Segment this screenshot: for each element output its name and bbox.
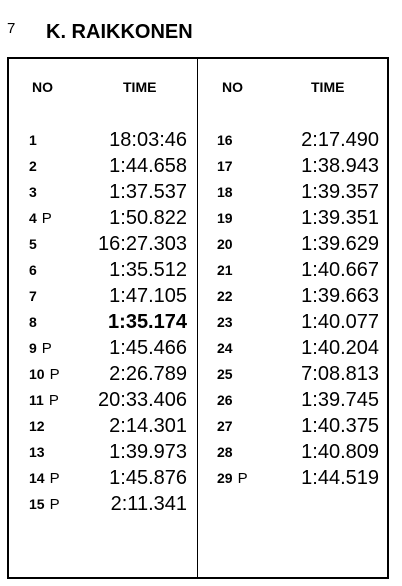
lap-number-cell (29, 158, 37, 174)
lap-time: 2:26.789 (109, 363, 187, 385)
lap-row (198, 363, 387, 389)
lap-time: 1:39.973 (109, 441, 187, 463)
lap-time: 1:39.629 (301, 233, 379, 255)
lap-time: 1:39.745 (301, 389, 379, 411)
header-time: TIME (311, 79, 345, 95)
lap-number: 16 (217, 132, 233, 148)
pit-stop-marker: P (49, 470, 60, 487)
lap-number-cell (217, 366, 233, 382)
lap-number: 7 (29, 288, 37, 304)
lap-number-cell (29, 236, 37, 252)
lap-time: 1:44.658 (109, 155, 187, 177)
lap-number: 15 (29, 496, 45, 512)
lap-number-cell (217, 236, 233, 252)
lap-number: 18 (217, 184, 233, 200)
lap-number-cell (29, 496, 60, 513)
lap-number: 19 (217, 210, 233, 226)
lap-number-cell (29, 184, 37, 200)
lap-number-cell (217, 184, 233, 200)
lap-number-cell (29, 340, 52, 357)
lap-number: 22 (217, 288, 233, 304)
lap-number: 28 (217, 444, 233, 460)
lap-number: 8 (29, 314, 37, 330)
lap-row (9, 259, 197, 285)
pit-stop-marker: P (49, 366, 60, 383)
lap-time: 1:39.351 (301, 207, 379, 229)
lap-time: 1:35.512 (109, 259, 187, 281)
lap-number-cell (29, 132, 37, 148)
lap-number: 11 (29, 392, 44, 408)
lap-row (9, 415, 197, 441)
lap-row (198, 181, 387, 207)
lap-time-best: 1:35.174 (108, 311, 187, 333)
lap-column-left (9, 59, 197, 577)
lap-row (9, 389, 197, 415)
lap-time: 20:33.406 (98, 389, 187, 411)
lap-time: 1:45.466 (109, 337, 187, 359)
lap-number-cell (217, 392, 233, 408)
header-no: NO (32, 79, 53, 95)
lap-number: 1 (29, 132, 37, 148)
lap-number: 4 (29, 210, 37, 226)
lap-number-cell (29, 470, 60, 487)
lap-rows (9, 129, 197, 519)
lap-number: 23 (217, 314, 233, 330)
lap-number: 29 (217, 470, 233, 486)
lap-time: 7:08.813 (301, 363, 379, 385)
lap-row (198, 337, 387, 363)
lap-time: 1:40.667 (301, 259, 379, 281)
lap-number-cell (217, 262, 233, 278)
lap-row (9, 129, 197, 155)
lap-row (198, 311, 387, 337)
car-number: 7 (7, 20, 16, 37)
lap-number-cell (217, 418, 233, 434)
lap-number: 27 (217, 418, 233, 434)
lap-time: 18:03:46 (109, 129, 187, 151)
lap-time: 1:47.105 (109, 285, 187, 307)
pit-stop-marker: P (48, 392, 59, 409)
lap-number: 17 (217, 158, 233, 174)
lap-number-cell (29, 392, 59, 409)
lap-number: 12 (29, 418, 45, 434)
lap-number: 25 (217, 366, 233, 382)
lap-row (9, 155, 197, 181)
lap-number: 24 (217, 340, 233, 356)
lap-row (198, 389, 387, 415)
lap-number: 9 (29, 340, 37, 356)
lap-number: 13 (29, 444, 45, 460)
header-no: NO (222, 79, 243, 95)
lap-time: 1:45.876 (109, 467, 187, 489)
lap-times-table (7, 57, 389, 579)
lap-number-cell (29, 366, 60, 383)
lap-number-cell (29, 444, 45, 460)
lap-number: 14 (29, 470, 45, 486)
lap-number-cell (217, 470, 248, 487)
lap-number: 2 (29, 158, 37, 174)
lap-number-cell (217, 340, 233, 356)
lap-row (198, 207, 387, 233)
lap-time: 1:38.943 (301, 155, 379, 177)
lap-row (9, 207, 197, 233)
lap-number-cell (217, 314, 233, 330)
lap-number-cell (217, 210, 233, 226)
lap-number-cell (217, 158, 233, 174)
lap-number: 6 (29, 262, 37, 278)
lap-number-cell (217, 288, 233, 304)
lap-row (9, 233, 197, 259)
lap-row (9, 337, 197, 363)
pit-stop-marker: P (49, 496, 60, 513)
lap-number: 3 (29, 184, 37, 200)
lap-row (9, 363, 197, 389)
lap-time: 1:50.822 (109, 207, 187, 229)
lap-number-cell (29, 210, 52, 227)
lap-row (198, 155, 387, 181)
lap-number: 21 (217, 262, 233, 278)
lap-row (198, 129, 387, 155)
lap-row (198, 259, 387, 285)
lap-row (198, 233, 387, 259)
lap-time: 2:11.341 (110, 493, 187, 515)
lap-row (9, 285, 197, 311)
lap-number-cell (217, 444, 233, 460)
lap-time: 1:39.663 (301, 285, 379, 307)
lap-time: 2:14.301 (109, 415, 187, 437)
lap-row (9, 181, 197, 207)
lap-time: 1:39.357 (301, 181, 379, 203)
lap-row (9, 467, 197, 493)
pit-stop-marker: P (41, 340, 52, 357)
lap-time: 1:44.519 (301, 467, 379, 489)
lap-number: 10 (29, 366, 45, 382)
lap-row (198, 441, 387, 467)
lap-time: 1:40.375 (301, 415, 379, 437)
lap-number-cell (29, 314, 37, 330)
lap-number-cell (29, 418, 45, 434)
lap-number: 20 (217, 236, 233, 252)
lap-number-cell (29, 288, 37, 304)
lap-row (9, 441, 197, 467)
lap-row (9, 311, 197, 337)
driver-name: K. RAIKKONEN (46, 21, 193, 43)
lap-number-cell (217, 132, 233, 148)
lap-row (198, 467, 387, 493)
lap-number-cell (29, 262, 37, 278)
lap-time: 1:40.809 (301, 441, 379, 463)
lap-number: 5 (29, 236, 37, 252)
lap-time: 16:27.303 (98, 233, 187, 255)
lap-column-right (198, 59, 387, 577)
lap-row (198, 415, 387, 441)
header-time: TIME (123, 79, 157, 95)
pit-stop-marker: P (41, 210, 52, 227)
lap-row (9, 493, 197, 519)
pit-stop-marker: P (237, 470, 248, 487)
lap-time: 1:40.204 (301, 337, 379, 359)
lap-time: 1:37.537 (109, 181, 187, 203)
lap-time: 1:40.077 (301, 311, 379, 333)
lap-rows (198, 129, 387, 493)
lap-number: 26 (217, 392, 233, 408)
lap-time: 2:17.490 (301, 129, 379, 151)
lap-row (198, 285, 387, 311)
